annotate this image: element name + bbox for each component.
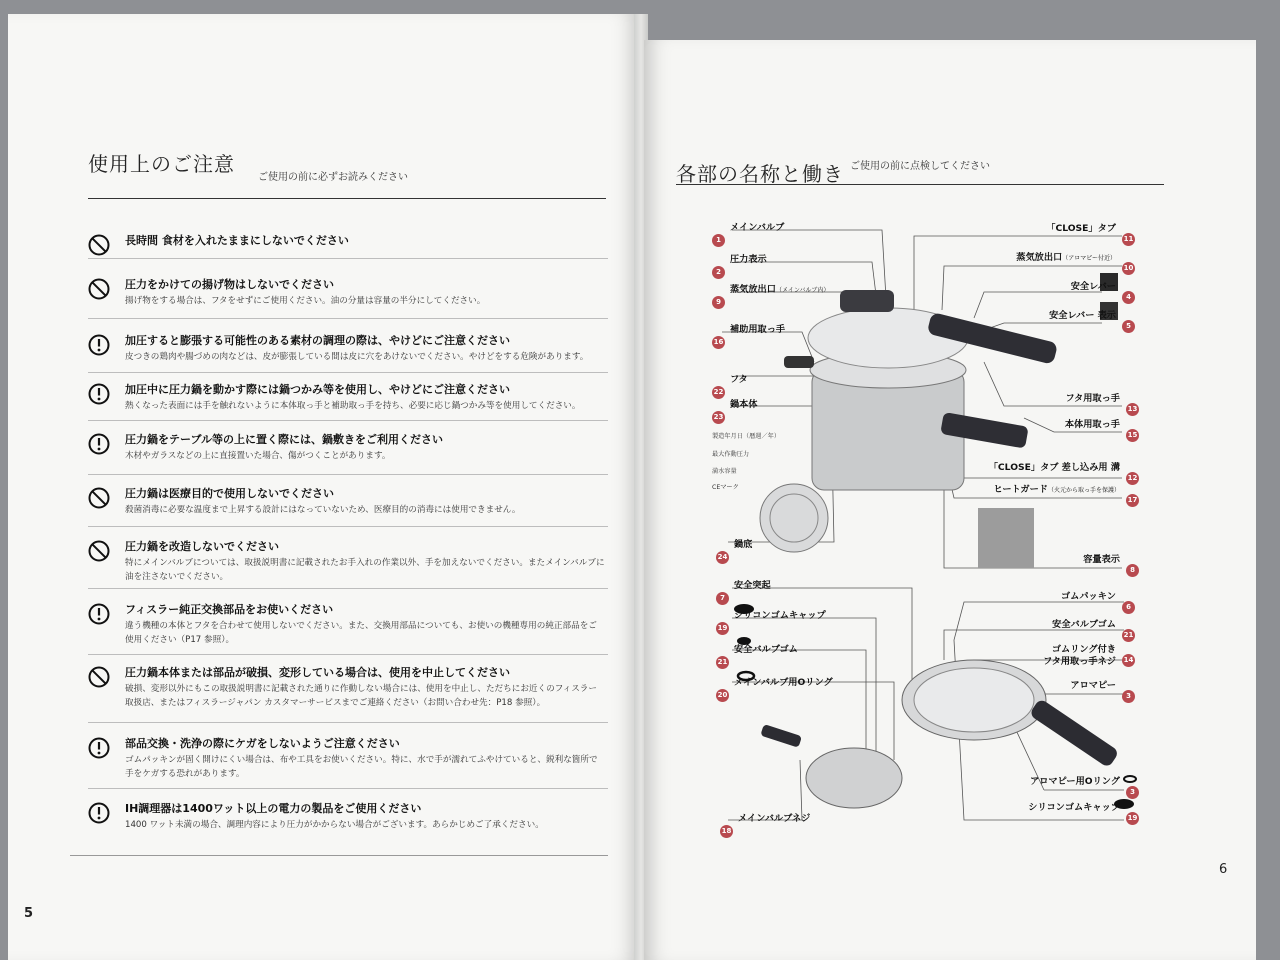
item-divider	[88, 722, 608, 723]
caution-description: 殺菌消毒に必要な温度まで上昇する設計にはなっていないため、医療目的の消毒には使用できません。	[125, 505, 521, 515]
part-label-silicone-cap-19a: シリコンゴムキャップ	[734, 610, 826, 621]
caution-heading: 圧力鍋を改造しないでください	[125, 540, 279, 553]
page-number-right: 6	[1219, 862, 1228, 877]
caution-icon	[88, 334, 110, 356]
caution-heading: 部品交換・洗浄の際にケガをしないようご注意ください	[125, 737, 400, 750]
item-divider	[88, 420, 608, 421]
part-number-badge: 22	[712, 386, 725, 399]
part-label-steam-outlet-10: 蒸気放出口（アロマピー付近）	[1016, 252, 1116, 263]
caution-heading: フィスラー純正交換部品をお使いください	[125, 603, 334, 616]
part-number-badge: 24	[716, 551, 729, 564]
caution-description: 揚げ物をする場合は、フタをせずにご使用ください。油の分量は容量の半分にしてください。	[125, 296, 486, 306]
part-label-main-valve: メインバルブ	[730, 222, 785, 233]
prohibit-icon	[88, 234, 110, 256]
caution-heading: 圧力鍋をテーブル等の上に置く際には、鍋敷きをご利用ください	[125, 433, 444, 446]
part-number-badge: 5	[1122, 320, 1135, 333]
caution-description: 破損、変形以外にもこの取扱説明書に記載された通りに作動しない場合には、使用を中止し、ただちにお近くのフィスラー取扱店、またはフィスラージャパン カスタマーサービスまでご連絡ください（お問い合わせ先：P18 参照）。	[125, 684, 597, 708]
part-label-aroma: アロマピー	[1070, 680, 1116, 691]
part-label-bottom: 鍋底	[734, 539, 753, 550]
part-label-safety-lever: 安全レバー	[1070, 281, 1116, 292]
part-number-badge: 21	[1122, 629, 1135, 642]
part-label-steam-outlet-9: 蒸気放出口（メインバルブ内）	[730, 284, 830, 295]
caution-heading: 圧力鍋本体または部品が破損、変形している場合は、使用を中止してください	[125, 666, 510, 679]
part-number-badge: 21	[716, 656, 729, 669]
caution-description: 皮つきの鶏肉や腸づめの肉などは、皮が膨張している間は皮に穴をあけないでください。やけどをする危険があります。	[125, 352, 589, 362]
caution-description: 違う機種の本体とフタを合わせて使用しないでください。また、交換用部品についても、お使いの機種専用の純正部品をご使用ください（P17 参照）。	[125, 621, 597, 645]
item-divider	[88, 788, 608, 789]
part-label-capacity-mark: 容量表示	[1083, 554, 1120, 565]
part-label-close-tab: 「CLOSE」タブ	[1046, 223, 1116, 234]
caution-heading: 加圧中に圧力鍋を動かす際には鍋つかみ等を使用し、やけどにご注意ください	[125, 383, 510, 396]
part-label-safety-valve-rubber-21b: 安全バルブゴム	[1052, 619, 1116, 630]
caution-icon	[88, 433, 110, 455]
part-label-heat-guard: ヒートガード（火元から取っ手を保護）	[993, 484, 1120, 495]
part-label-aroma-oring: アロマピー用Oリング	[1030, 776, 1120, 787]
part-number-badge: 19	[716, 622, 729, 635]
part-label-pressure-indicator: 圧力表示	[730, 254, 767, 265]
caution-heading: 圧力をかけての揚げ物はしないでください	[125, 278, 334, 291]
part-number-badge: 13	[1126, 403, 1139, 416]
part-label-lid-handle-screw: ゴムリング付き フタ用取っ手ネジ	[1043, 644, 1116, 667]
part-label-lid-handle: フタ用取っ手	[1065, 393, 1120, 404]
bottom-rule-left	[70, 855, 608, 856]
item-divider	[88, 372, 608, 373]
item-divider	[88, 318, 608, 319]
prohibit-icon	[88, 540, 110, 562]
part-label-safety-protrusion: 安全突起	[734, 580, 771, 591]
part-number-badge: 11	[1122, 233, 1135, 246]
caution-description: 熱くなった表面には手を触れないように本体取っ手と補助取っ手を持ち、必要に応じ鍋つかみ等を使用してください。	[125, 401, 581, 411]
caution-description: 木材やガラスなどの上に直接置いた場合、傷がつくことがあります。	[125, 451, 391, 461]
part-label-aux-handle: 補助用取っ手	[730, 324, 786, 335]
part-number-badge: 3	[1122, 690, 1135, 703]
caution-icon	[88, 737, 110, 759]
item-divider	[88, 654, 608, 655]
part-label-lid: フタ	[730, 374, 748, 385]
caution-heading: IH調理器は1400ワット以上の電力の製品をご使用ください	[125, 802, 422, 815]
item-divider	[88, 474, 608, 475]
item-divider	[88, 588, 608, 589]
mark-label-ce-mark: CEマーク	[712, 484, 739, 491]
part-label-body: 鍋本体	[730, 399, 758, 410]
caution-description: 特にメインバルブについては、取扱説明書に記載されたお手入れの作業以外、手を加えないでください。またメインバルブに油を注さないでください。	[125, 558, 605, 582]
prohibit-icon	[88, 666, 110, 688]
caution-heading: 長時間 食材を入れたままにしないでください	[125, 234, 349, 247]
part-number-badge: 14	[1122, 654, 1135, 667]
part-label-body-handle: 本体用取っ手	[1064, 419, 1120, 430]
part-number-badge: 19	[1126, 812, 1139, 825]
part-number-badge: 18	[720, 825, 733, 838]
prohibit-icon	[88, 487, 110, 509]
item-divider	[88, 526, 608, 527]
part-number-badge: 6	[1122, 601, 1135, 614]
part-label-safety-lever-indicator: 安全レバー 表示	[1049, 310, 1116, 321]
part-number-badge: 4	[1122, 291, 1135, 304]
part-number-badge: 8	[1126, 564, 1139, 577]
caution-description: 1400 ワット未満の場合、調理内容により圧力がかからない場合がございます。あらかじめご了承ください。	[125, 820, 544, 830]
item-divider	[88, 258, 608, 259]
part-number-badge: 2	[712, 266, 725, 279]
part-number-badge: 3	[1126, 786, 1139, 799]
caution-icon	[88, 383, 110, 405]
page-subtitle-right: ご使用の前に点検してください	[850, 161, 990, 172]
title-rule-left	[88, 198, 606, 199]
part-number-badge: 10	[1122, 262, 1135, 275]
mark-label-max-pressure: 最大作動圧力	[712, 451, 750, 458]
part-label-close-slot: 「CLOSE」タブ 差し込み用 溝	[988, 462, 1120, 473]
part-label-main-valve-screw: メインバルブネジ	[738, 813, 811, 824]
part-number-badge: 20	[716, 689, 729, 702]
part-number-badge: 1	[712, 234, 725, 247]
page-title-left: 使用上のご注意	[88, 152, 235, 176]
part-number-badge: 23	[712, 411, 725, 424]
caution-icon	[88, 603, 110, 625]
part-number-badge: 16	[712, 336, 725, 349]
caution-heading: 圧力鍋は医療目的で使用しないでください	[125, 487, 334, 500]
caution-heading: 加圧すると膨張する可能性のある素材の調理の際は、やけどにご注意ください	[125, 334, 510, 347]
caution-icon	[88, 802, 110, 824]
part-label-safety-valve-rubber-21a: 安全バルブゴム	[734, 644, 798, 655]
part-number-badge: 12	[1126, 472, 1139, 485]
part-number-badge: 7	[716, 592, 729, 605]
mark-label-date: 製造年月日（曆週／年）	[712, 433, 781, 440]
prohibit-icon	[88, 278, 110, 300]
page-subtitle-left: ご使用の前に必ずお読みください	[258, 172, 408, 183]
mark-label-full-capacity: 満水容量	[712, 468, 737, 475]
page-number-left: 5	[24, 906, 34, 921]
part-label-silicone-cap-19b: シリコンゴムキャップ	[1028, 802, 1120, 813]
part-number-badge: 9	[712, 296, 725, 309]
part-number-badge: 17	[1126, 494, 1139, 507]
page-title-right: 各部の名称と働き	[676, 162, 844, 186]
part-label-main-valve-oring: メインバルブ用Oリング	[734, 677, 833, 688]
part-label-gasket: ゴムパッキン	[1060, 591, 1116, 602]
caution-description: ゴムパッキンが固く開けにくい場合は、布や工具をお使いください。特に、水で手が濡れてふやけていると、鋭利な箇所で手をケガする恐れがあります。	[125, 755, 598, 779]
part-number-badge: 15	[1126, 429, 1139, 442]
